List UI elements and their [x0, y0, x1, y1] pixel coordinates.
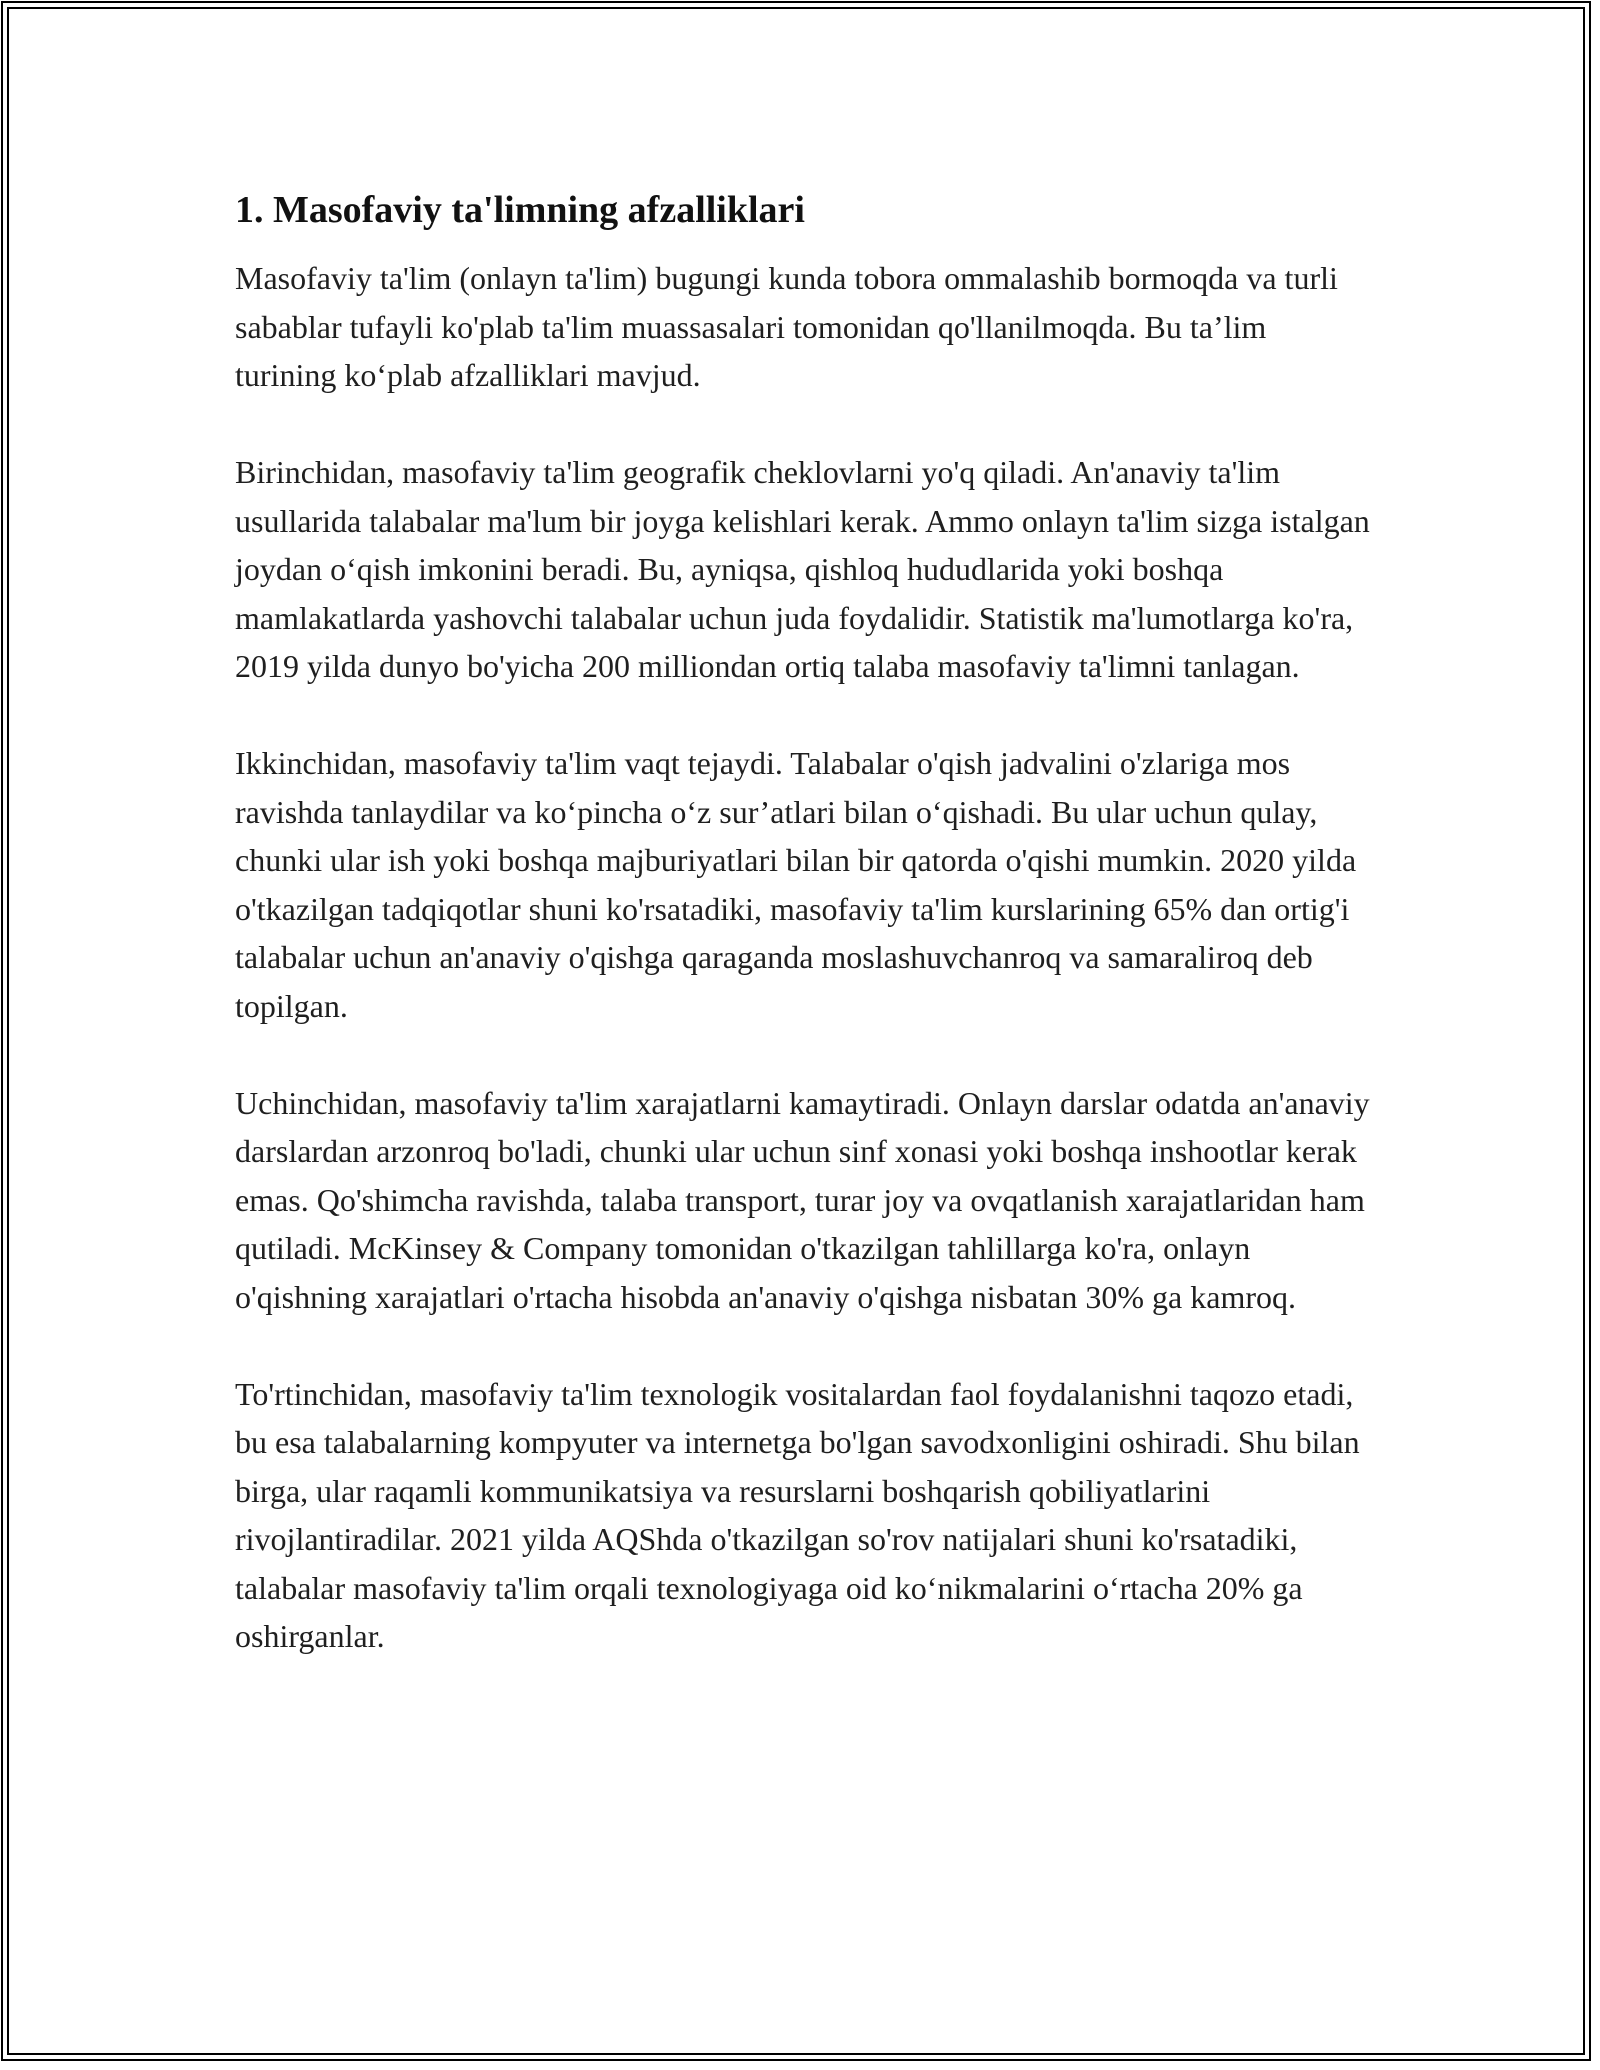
paragraph-third: Uchinchidan, masofaviy ta'lim xarajatlarni kamaytiradi. Onlayn darslar odatda an'anaviy darslardan arzonroq bo'ladi, chunki ular uchun sinf xonasi yoki boshqa inshootlar kerak emas. Qo'shimcha ravishda, talaba transport, turar joy va ovqatlanish xarajatlaridan ham qutiladi. McKinsey & Company tomonidan o'tkazilgan tahlillarga ko'ra, onlayn o'qishning xarajatlari o'rtacha hisobda an'anaviy o'qishga nisbatan 30% ga kamroq. — [235, 1084, 1370, 1315]
paragraph-second: Ikkinchidan, masofaviy ta'lim vaqt tejaydi. Talabalar o'qish jadvalini o'zlariga mos ravishda tanlaydilar va ko‘pincha o‘z sur’atlari bilan o‘qishadi. Bu ular uchun qulay, chunki ular ish yoki boshqa majburiyatlari bilan bir qatorda o'qishi mumkin. 2020 yilda o'tkazilgan tadqiqotlar shuni ko'rsatadiki, masofaviy ta'lim kurslarining 65% dan ortig'i talabalar uchun an'anaviy o'qishga qaraganda moslashuvchanroq va samaraliroq deb topilgan. — [235, 745, 1357, 1024]
paragraph-first: Birinchidan, masofaviy ta'lim geografik cheklovlarni yo'q qiladi. An'anaviy ta'lim usullarida talabalar ma'lum bir joyga kelishlari kerak. Ammo onlayn ta'lim sizga istalgan joydan o‘qish imkonini beradi. Bu, ayniqsa, qishloq hududlarida yoki boshqa mamlakatlarda yashovchi talabalar uchun juda foydalidir. Statistik ma'lumotlarga ko'ra, 2019 yilda dunyo bo'yicha 200 milliondan ortiq talaba masofaviy ta'limni tanlagan. — [235, 454, 1370, 684]
document-body — [235, 186, 1375, 1709]
paragraph-fourth: To'rtinchidan, masofaviy ta'lim texnologik vositalardan faol foydalanishni taqozo etadi, bu esa talabalarning kompyuter va internetga bo'lgan savodxonligini oshiradi. Shu bilan birga, ular raqamli kommunikatsiya va resurslarni boshqarish qobiliyatlarini rivojlantiradilar. 2021 yilda AQShda o'tkazilgan so'rov natijalari shuni ko'rsatadiki, talabalar masofaviy ta'lim orqali texnologiyaga oid ko‘nikmalarini o‘rtacha 20% ga oshirganlar. — [235, 1375, 1360, 1654]
paragraph-intro: Masofaviy ta'lim (onlayn ta'lim) bugungi kunda tobora ommalashib bormoqda va turli sabablar tufayli ko'plab ta'lim muassasalari tomonidan qo'llanilmoqda. Bu ta’lim turining ko‘plab afzalliklari mavjud. — [235, 260, 1338, 393]
section-heading: 1. Masofaviy ta'limning afzalliklari — [235, 189, 805, 231]
